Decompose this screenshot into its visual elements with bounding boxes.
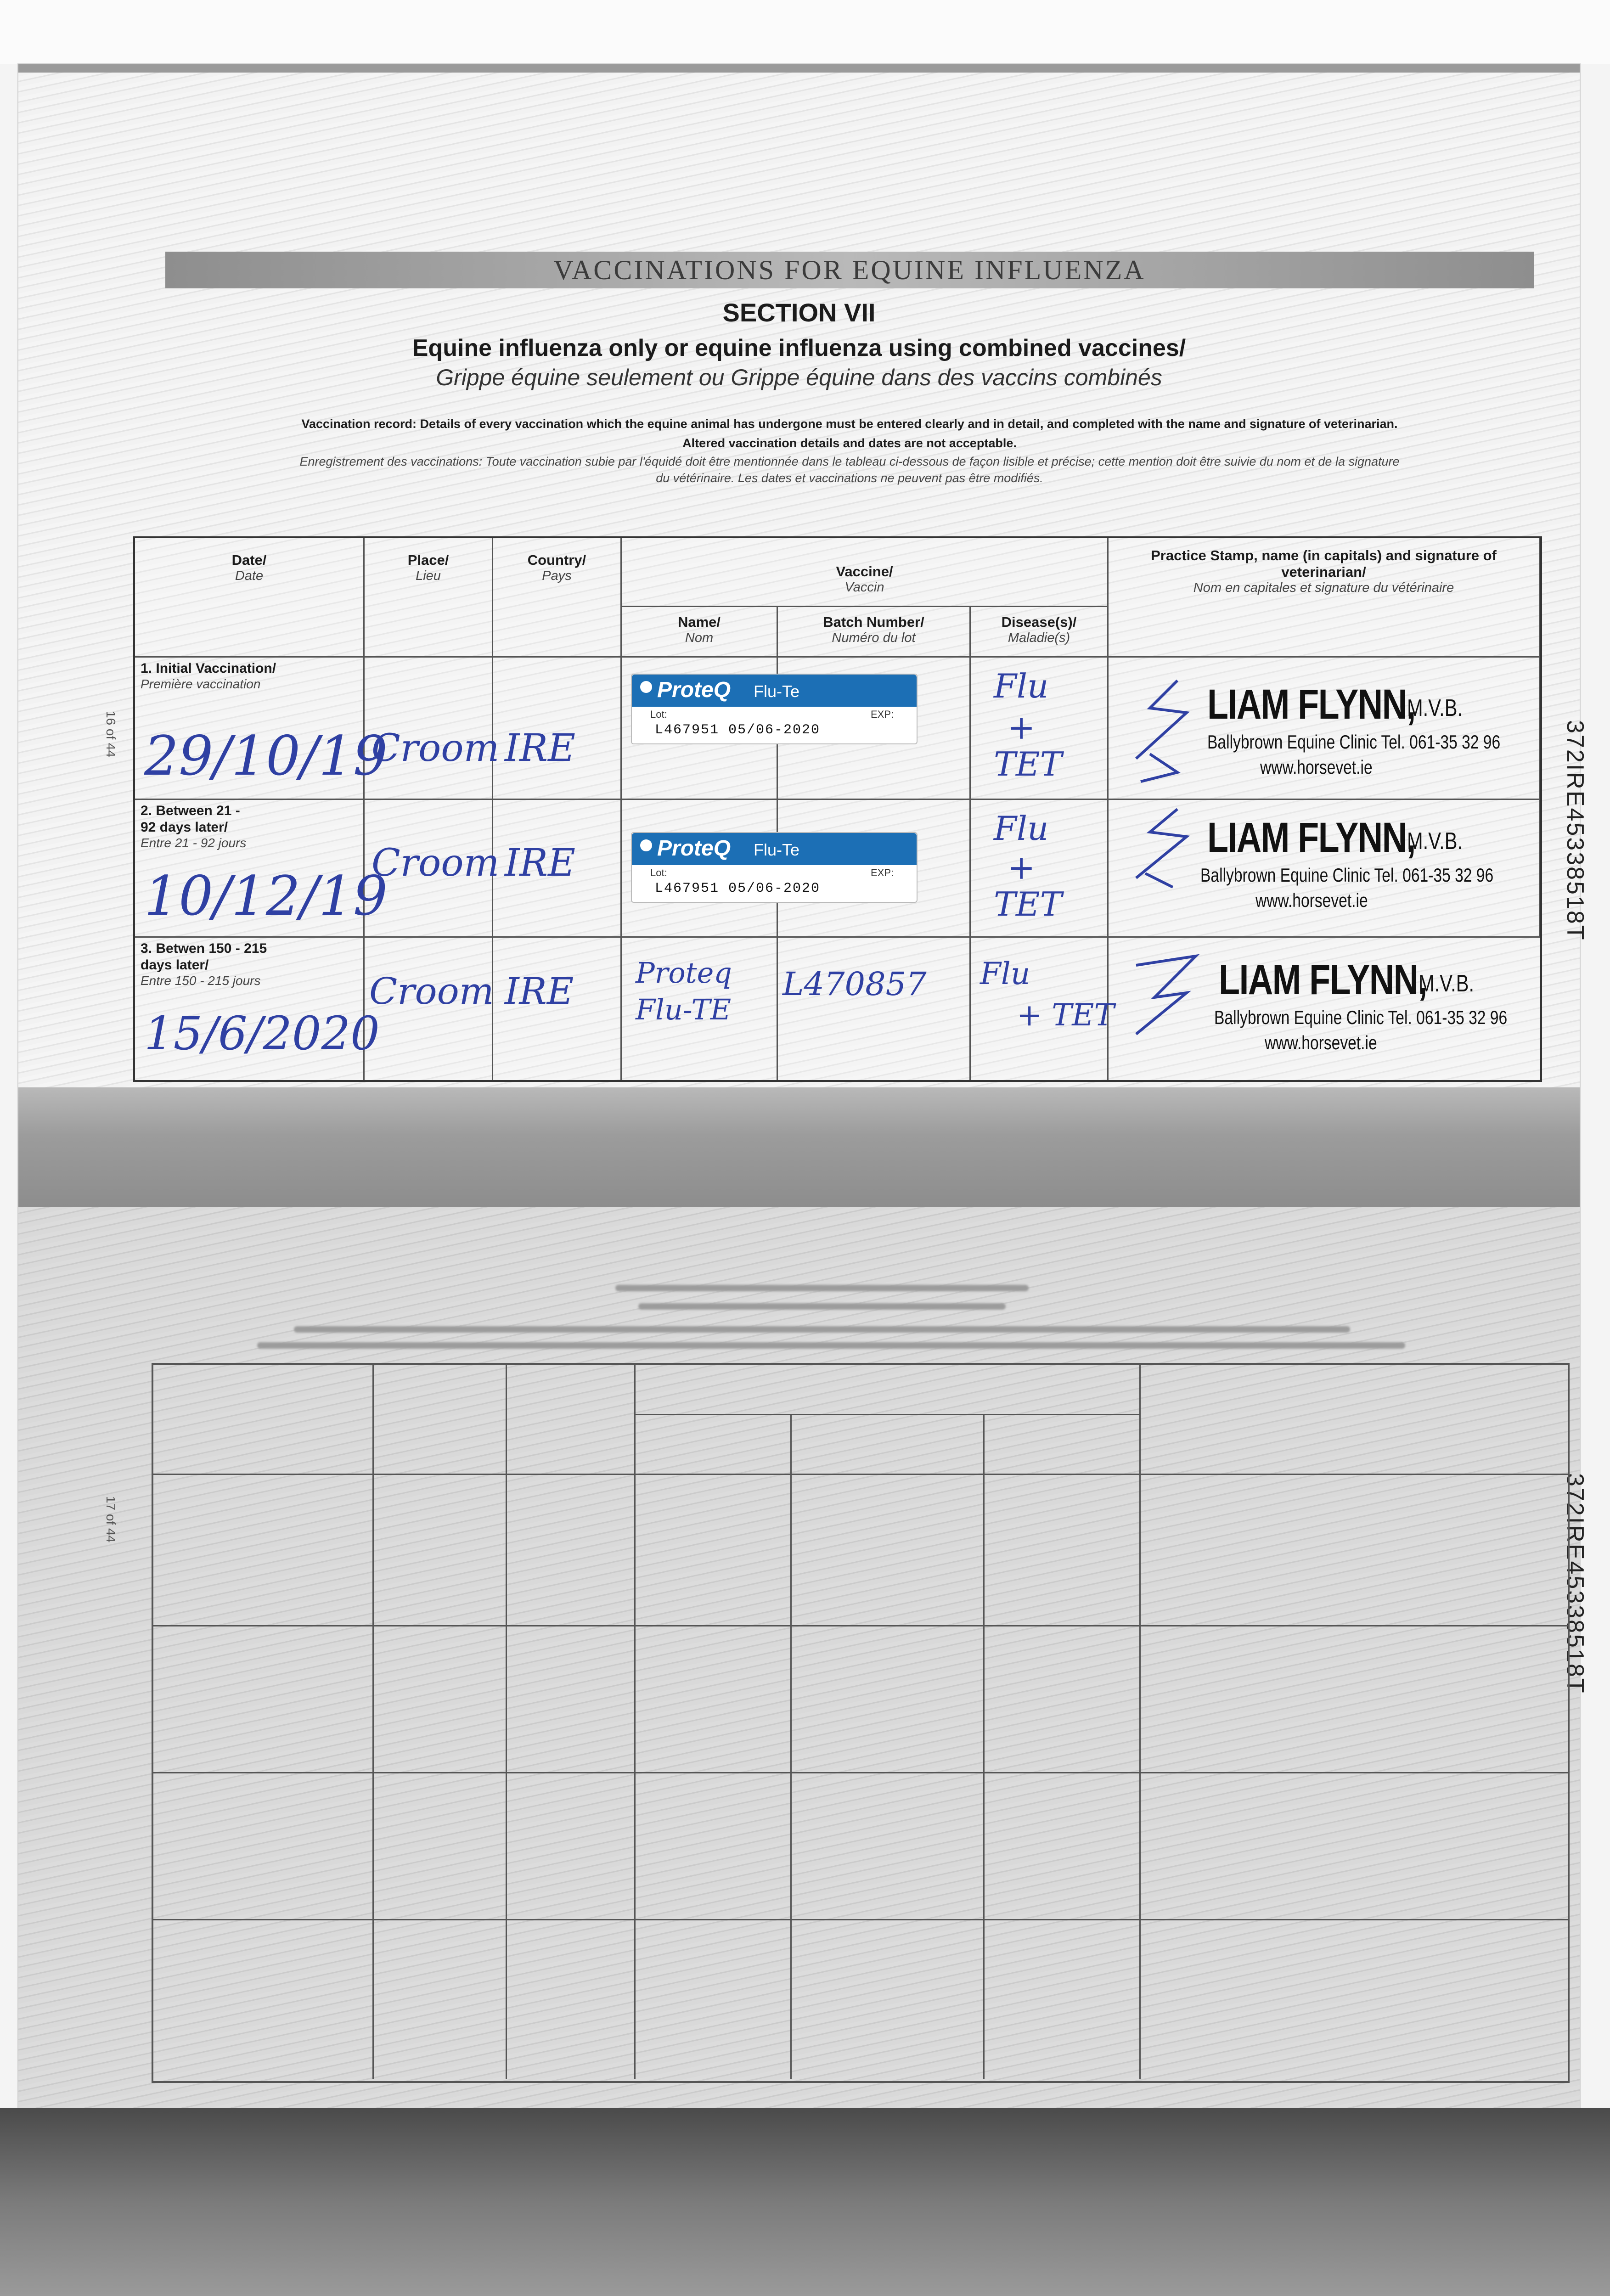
row1-country-cell	[493, 658, 622, 800]
header-disease: Disease(s)/ Maladie(s)	[971, 607, 1109, 658]
row3-website: www.horsevet.ie	[1265, 1032, 1377, 1053]
row3-country: IRE	[505, 970, 574, 1013]
blank-row1-name	[636, 1475, 792, 1626]
row2-disease-2: +	[1008, 848, 1036, 887]
header-vaccine: Vaccine/ Vaccin	[622, 538, 1109, 607]
row1-stamp-cell	[1109, 658, 1540, 800]
blank-row4-batch	[792, 1920, 985, 2079]
row3-clinic: Ballybrown Equine Clinic Tel. 061-35 32 96	[1214, 1007, 1508, 1028]
row3-disease-1: Flu	[980, 956, 1030, 991]
blank-row4-stamp	[1141, 1920, 1568, 2079]
row3-date: 15/6/2020	[144, 1007, 380, 1060]
row2-place: Croom	[372, 841, 500, 885]
blurred-subtitle	[638, 1303, 1006, 1310]
row2-vet-title: M.V.B.	[1407, 828, 1463, 855]
blank-row2-disease	[985, 1626, 1141, 1773]
blank-row3-date	[153, 1773, 374, 1920]
brand-logo-icon	[640, 839, 652, 851]
blank-row1-date	[153, 1475, 374, 1626]
row1-disease-cell	[971, 658, 1109, 800]
subtitle-english: Equine influenza only or equine influenza using combined vaccines/	[412, 335, 1186, 361]
blank-row1-disease	[985, 1475, 1141, 1626]
vaccination-table	[133, 536, 1542, 1082]
scan-margin-bottom	[0, 2108, 1610, 2296]
passport-id-lower: 372IRE45338518T	[1562, 1473, 1588, 1694]
blank-header-vaccine	[636, 1365, 1141, 1415]
blank-row4-date	[153, 1920, 374, 2079]
row3-stamp-cell	[1109, 938, 1540, 1080]
row3-signature	[1118, 947, 1210, 1039]
blank-header-name	[636, 1415, 792, 1475]
blank-row3-name	[636, 1773, 792, 1920]
row2-vaccine-sticker: ProteQ Flu-Te Lot: EXP: L467951 05/06-2020	[631, 832, 918, 903]
header-practice-stamp: Practice Stamp, name (in capitals) and signature of veterinarian/ Nom en capitales et signature du vétérinaire	[1109, 538, 1540, 658]
instruction-english: Vaccination record: Details of every vaccination which the equine animal has undergone must be entered clearly and in detail, and completed with the name and signature of veterinarian.	[301, 417, 1398, 431]
blank-row1-batch	[792, 1475, 985, 1626]
row3-vet-title: M.V.B.	[1419, 970, 1475, 997]
row3-country-cell	[493, 938, 622, 1080]
row1-place-cell	[365, 658, 500, 800]
blurred-instruction-2	[257, 1342, 1405, 1349]
header-country: Country/ Pays	[493, 538, 622, 658]
row2-disease-3: TET	[994, 885, 1062, 923]
row3-date-cell: 3. Betwen 150 - 215 days later/ Entre 150 - 215 jours 15/6/2020	[135, 938, 365, 1080]
row2-country-cell	[493, 800, 622, 938]
blank-row4-place	[374, 1920, 507, 2079]
blank-row1-stamp	[1141, 1475, 1568, 1626]
row3-batch-cell	[778, 938, 971, 1080]
row3-disease-cell	[971, 938, 1115, 1080]
passport-id-upper: 372IRE45338518T	[1562, 720, 1588, 941]
scan-margin-top	[0, 0, 1610, 64]
blank-header-disease	[985, 1415, 1141, 1475]
blank-row1-country	[507, 1475, 636, 1626]
row3-place-cell	[365, 938, 493, 1080]
blank-header-batch	[792, 1415, 985, 1475]
blank-row3-place	[374, 1773, 507, 1920]
instruction-french: Enregistrement des vaccinations: Toute vaccination subie par l'équidé doit être mentionnée dans le tableau ci-dessous de façon lisible et précise; cette mention doit être suivie du nom et de la signature	[299, 455, 1400, 468]
row1-disease-2: +	[1008, 708, 1036, 747]
blank-header-date	[153, 1365, 374, 1475]
row1-website: www.horsevet.ie	[1260, 756, 1373, 778]
row2-date: 10/12/19	[144, 864, 388, 928]
blurred-instruction	[294, 1326, 1350, 1333]
row1-disease-1: Flu	[994, 667, 1049, 705]
row2-place-cell	[365, 800, 500, 938]
row1-clinic: Ballybrown Equine Clinic Tel. 061-35 32 96	[1207, 731, 1501, 753]
blank-vaccination-table	[152, 1363, 1570, 2083]
instruction-french-2: du vétérinaire. Les dates et vaccinations ne peuvent pas être modifiés.	[656, 471, 1043, 485]
blank-row3-disease	[985, 1773, 1141, 1920]
row1-country: IRE	[505, 726, 575, 770]
blank-row2-country	[507, 1626, 636, 1773]
row2-clinic: Ballybrown Equine Clinic Tel. 061-35 32 96	[1200, 864, 1494, 886]
row1-vet-title: M.V.B.	[1407, 695, 1463, 721]
blank-row4-name	[636, 1920, 792, 2079]
header-batch-number: Batch Number/ Numéro du lot	[778, 607, 971, 658]
instruction-english-2: Altered vaccination details and dates are not acceptable.	[682, 436, 1017, 450]
blank-header-place	[374, 1365, 507, 1475]
row2-disease-cell	[971, 800, 1109, 938]
row3-vaccine-name-2: Flu-TE	[636, 993, 732, 1026]
subtitle-french: Grippe équine seulement ou Grippe équine dans des vaccins combinés	[436, 365, 1162, 390]
blank-row3-batch	[792, 1773, 985, 1920]
brand-logo-icon	[640, 681, 652, 693]
row2-website: www.horsevet.ie	[1255, 889, 1368, 911]
blank-row2-batch	[792, 1626, 985, 1773]
blurred-title	[615, 1285, 1029, 1291]
row2-country: IRE	[505, 841, 575, 885]
row2-vet-name: LIAM FLYNN,	[1207, 814, 1415, 861]
row1-vet-name: LIAM FLYNN,	[1207, 681, 1415, 728]
row1-signature	[1122, 676, 1205, 786]
row2-stamp-cell	[1109, 800, 1540, 938]
blank-row3-country	[507, 1773, 636, 1920]
row3-disease-2: + TET	[1017, 997, 1115, 1033]
page-number-upper: 16 of 44	[104, 711, 118, 758]
blank-row2-date	[153, 1626, 374, 1773]
row2-disease-1: Flu	[994, 809, 1049, 848]
header-date: Date/ Date	[135, 538, 365, 658]
row3-vet-name: LIAM FLYNN,	[1219, 957, 1427, 1003]
header-vaccine-name: Name/ Nom	[622, 607, 778, 658]
blank-row3-stamp	[1141, 1773, 1568, 1920]
page-header: VACCINATIONS FOR EQUINE INFLUENZA	[553, 255, 1146, 285]
row3-batch: L470857	[782, 965, 927, 1003]
passport-page-spread	[18, 64, 1588, 2116]
blank-row4-country	[507, 1920, 636, 2079]
row1-disease-3: TET	[994, 745, 1062, 783]
blank-row2-stamp	[1141, 1626, 1568, 1773]
header-bar	[165, 252, 1534, 288]
blank-row2-name	[636, 1626, 792, 1773]
page-fold-shadow	[18, 1087, 1580, 1207]
header-place: Place/ Lieu	[365, 538, 493, 658]
row3-vaccine-name-cell	[622, 938, 778, 1080]
row1-vaccine-sticker: ProteQ Flu-Te Lot: EXP: L467951 05/06-2020	[631, 674, 918, 744]
row3-place: Croom	[369, 970, 494, 1013]
blank-row2-place	[374, 1626, 507, 1773]
blank-header-country	[507, 1365, 636, 1475]
page-number-lower: 17 of 44	[104, 1496, 118, 1543]
row3-vaccine-name-1: Proteq	[636, 956, 732, 990]
row1-date-cell: 1. Initial Vaccination/ Première vaccination 29/10/19	[135, 658, 365, 800]
row1-place: Croom	[372, 726, 500, 770]
blank-row1-place	[374, 1475, 507, 1626]
row2-signature	[1122, 805, 1205, 896]
row2-date-cell: 2. Between 21 - 92 days later/ Entre 21 - 92 jours 10/12/19	[135, 800, 365, 938]
blank-row4-disease	[985, 1920, 1141, 2079]
blank-header-stamp	[1141, 1365, 1568, 1475]
row1-date: 29/10/19	[144, 724, 388, 788]
section-title: SECTION VII	[722, 298, 876, 327]
